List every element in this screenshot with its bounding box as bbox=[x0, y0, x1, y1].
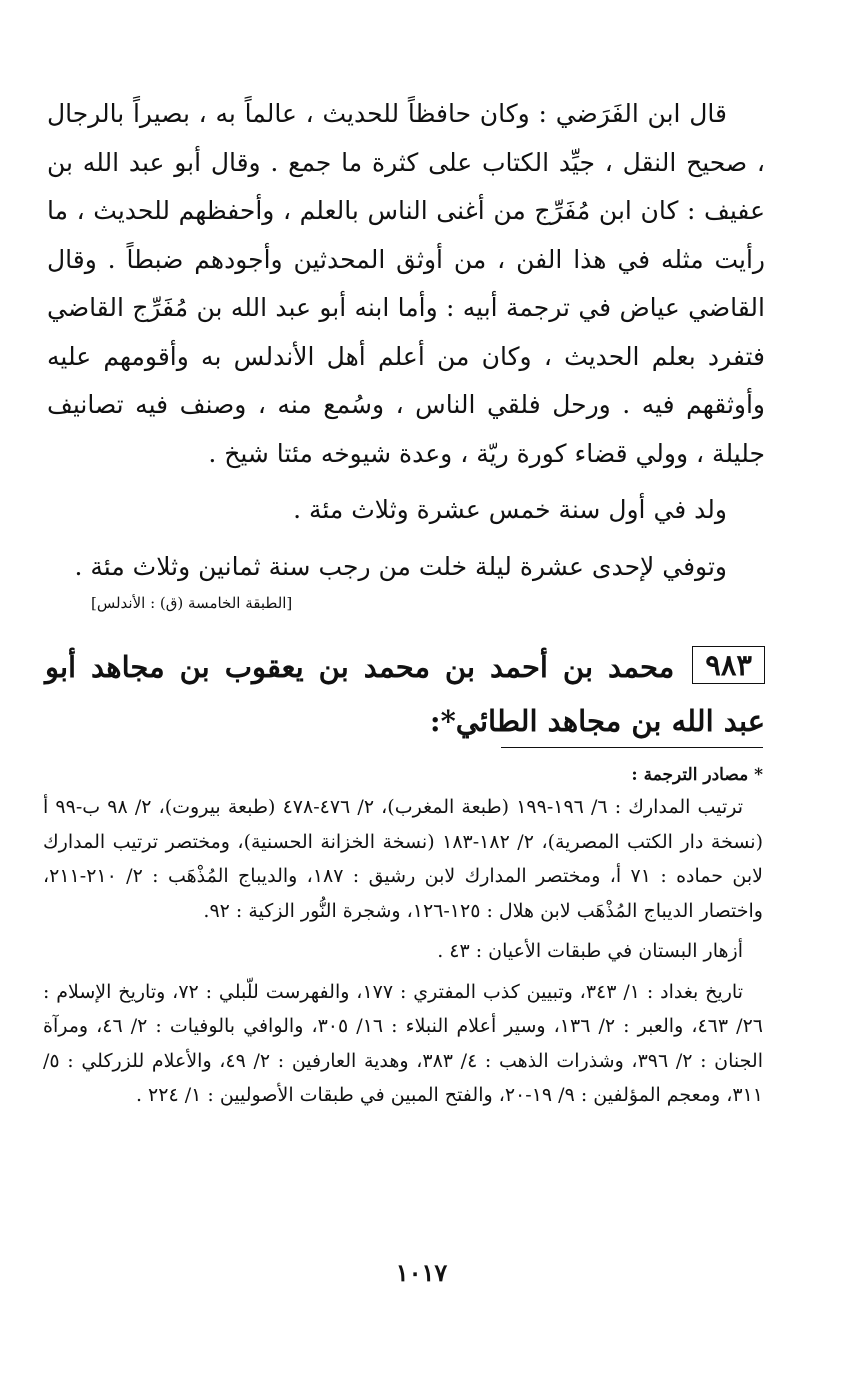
entry-name: محمد بن أحمد بن محمد بن يعقوب بن مجاهد أبو عبد الله بن مجاهد الطائي bbox=[45, 650, 765, 738]
footnote-marker: *: bbox=[429, 704, 456, 738]
death-paragraph: وتوفي لإحدى عشرة ليلة خلت من رجب سنة ثمانين وثلاث مئة . bbox=[74, 551, 727, 581]
main-text bbox=[47, 90, 765, 591]
footnote-separator bbox=[501, 747, 763, 748]
footnote-paragraph: ترتيب المدارك : ٦/ ١٩٦-١٩٩ (طبعة المغرب)، ٢/ ٤٧٦-٤٧٨ (طبعة بيروت)، ٢/ ٩٨ ب-٩٩ أ (نسخة دار الكتب المصرية)، ٢/ ١٨٢-١٨٣ (نسخة الخزانة الحسنية)، ومختصر ترتيب المدارك لابن حماده : ٧١ أ، ومختصر المدارك لابن رشيق : ١٨٧، والديباج المُذْهَب : ٢/ ٢١٠-٢١١، واختصار الديباج المُذْهَب لابن هلال : ١٢٥-١٢٦، وشجرة النُّور الزكية : ٩٢. bbox=[43, 796, 763, 922]
biography-paragraph: قال ابن الفَرَضي : وكان حافظاً للحديث ، عالماً به ، بصيراً بالرجال ، صحيح النقل ، جيِّد الكتاب على كثرة ما جمع . وقال أبو عبد الله بن عفيف : كان ابن مُفَرِّج من أغنى الناس بالعلم ، وأحفظهم للحديث ، ما رأيت مثله في هذا الفن ، من أوثق المحدثين وأجودهم ضبطاً . وقال القاضي عياض في ترجمة أبيه : وأما ابنه أبو عبد الله بن مُفَرِّج القاضي فتفرد بعلم الحديث ، وكان من أعلم أهل الأندلس به وأقومهم عليه وأوثقهم فيه . ورحل فلقي الناس ، وسُمع منه ، وصنف فيه تصانيف جليلة ، وولي قضاء كورة ريّة ، وعدة شيوخه مئتا شيخ . bbox=[47, 99, 765, 468]
generation-reference: [الطبقة الخامسة (ق) : الأندلس] bbox=[91, 594, 293, 612]
footnote-paragraph: تاريخ بغداد : ١/ ٣٤٣، وتبيين كذب المفتري : ١٧٧، والفهرست للّبلي : ٧٢، وتاريخ الإسلام : ٢٦/ ٤٦٣، والعبر : ٢/ ١٣٦، وسير أعلام النبلاء : ١٦/ ٣٠٥، والوافي بالوفيات : ٢/ ٤٦، ومرآة الجنان : ٢/ ٣٩٦، وشذرات الذهب : ٤/ ٣٨٣، وهدية العارفين : ٢/ ٤٩، والأعلام للزركلي : ٥/ ٣١١، ومعجم المؤلفين : ٩/ ١٩-٢٠، والفتح المبين في طبقات الأصوليين : ١/ ٢٢٤ . bbox=[43, 980, 763, 1106]
footnote-title: * مصادر الترجمة : bbox=[631, 765, 763, 785]
footnote-paragraph: أزهار البستان في طبقات الأعيان : ٤٣ . bbox=[437, 940, 743, 962]
footnotes bbox=[43, 760, 763, 1113]
entry-heading bbox=[45, 640, 765, 748]
page-number: ١٠١٧ bbox=[395, 1258, 448, 1287]
birth-paragraph: ولد في أول سنة خمس عشرة وثلاث مئة . bbox=[293, 495, 727, 524]
entry-number: ٩٨٣ bbox=[692, 646, 765, 684]
